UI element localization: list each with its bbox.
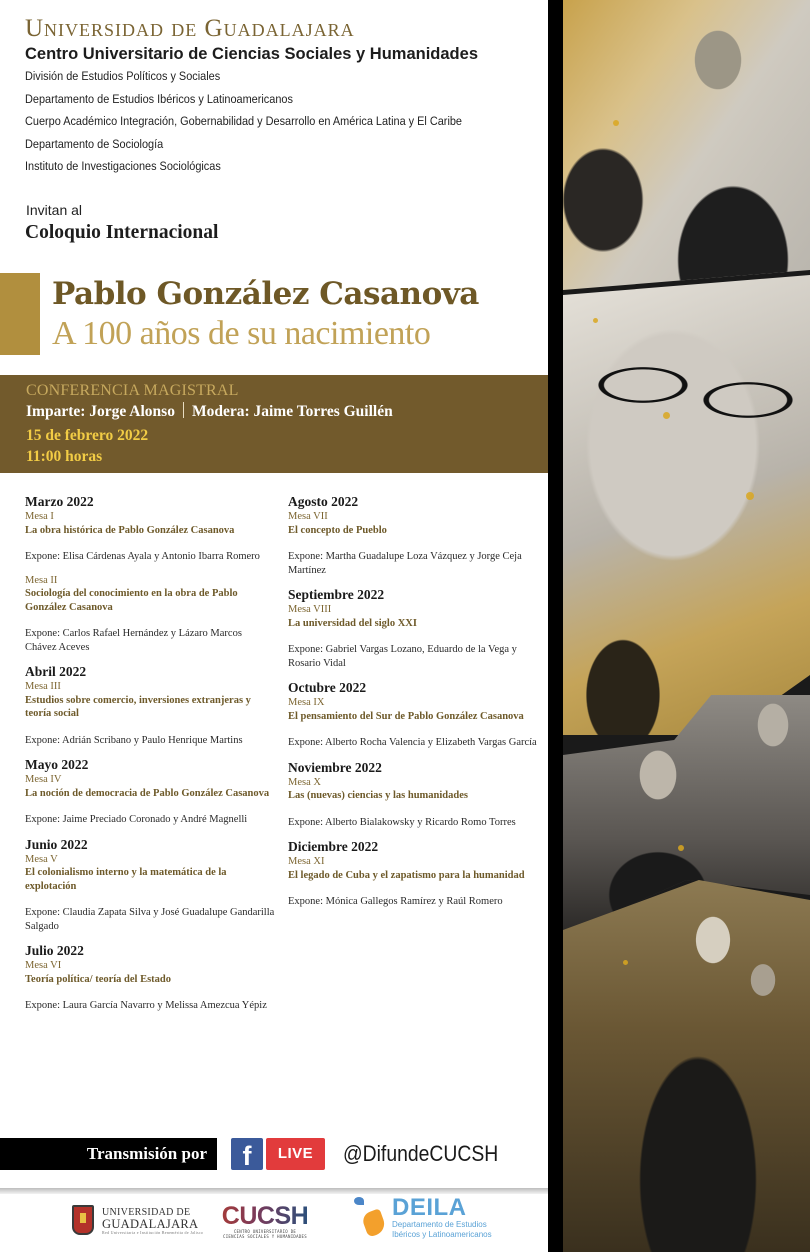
panel-number: Mesa VIII [288, 604, 332, 615]
schedule-month [288, 587, 538, 670]
schedule-column-left [25, 494, 275, 1023]
month-title: Noviembre 2022 [288, 759, 382, 775]
panel-speakers: Expone: Claudia Zapata Silva y José Guadalupe Gandarilla Salgado [25, 907, 275, 932]
panel-title: La noción de democracia de Pablo González Casanova [25, 787, 270, 799]
keynote-label: CONFERENCIA MAGISTRAL [26, 382, 239, 399]
invite-text: Invitan al [26, 202, 83, 218]
panel-speakers: Expone: Gabriel Vargas Lozano, Eduardo de la Vega y Rosario Vidal [288, 644, 517, 669]
sponsor-logos [0, 1195, 548, 1252]
month-title: Septiembre 2022 [288, 587, 385, 602]
panel-title: El legado de Cuba y el zapatismo para la humanidad [288, 869, 525, 881]
panel-title: Sociología del conocimiento en la obra de Pablo González Casanova [25, 588, 238, 613]
department-line: Cuerpo Académico Integración, Gobernabilidad y Desarrollo en América Latina y El Caribe [25, 114, 463, 128]
panel-session [288, 696, 538, 750]
udg-logo-line1: UNIVERSIDAD DE [102, 1207, 191, 1218]
stream-label: Transmisión por [86, 1144, 207, 1163]
gold-accent-block [0, 273, 40, 355]
panel-number: Mesa VII [288, 511, 328, 522]
keynote-moderator: Modera: Jaime Torres Guillén [191, 403, 393, 420]
department-line: Departamento de Estudios Ibéricos y Latinoamericanos [25, 91, 293, 106]
keynote-speaker: Imparte: Jorge Alonso [26, 403, 175, 420]
keynote-speakers [26, 401, 548, 423]
photo-waving-elder [563, 0, 810, 290]
panel-number: Mesa X [288, 776, 321, 788]
photo-toast [563, 880, 810, 1252]
gold-fleck [678, 845, 684, 851]
center-name: Centro Universitario de Ciencias Sociales y Humanidades [25, 45, 478, 63]
panel-title: El concepto de Pueblo [288, 524, 387, 536]
month-title: Diciembre 2022 [288, 839, 379, 854]
facebook-icon[interactable]: f [231, 1138, 263, 1170]
panel-session [288, 776, 538, 830]
panel-speakers: Expone: Martha Guadalupe Loza Vázquez y Jorge Ceja Martínez [288, 551, 522, 576]
panel-speakers: Expone: Alberto Bialakowsky y Ricardo Romo Torres [288, 816, 516, 828]
panel-speakers: Expone: Elisa Cárdenas Ayala y Antonio Ibarra Romero [25, 551, 260, 562]
month-title: Junio 2022 [25, 836, 88, 852]
panel-session [25, 959, 275, 1013]
panel-speakers: Expone: Alberto Rocha Valencia y Elizabeth Vargas García [288, 737, 537, 748]
panel-session [25, 510, 275, 564]
deila-logo-sub2: Ibéricos y Latinoamericanos [392, 1229, 492, 1239]
panel-speakers: Expone: Adrián Scribano y Paulo Henrique Martins [25, 734, 243, 746]
stream-label-box [0, 1138, 217, 1170]
keynote-time: 11:00 horas [26, 448, 103, 465]
month-title: Agosto 2022 [288, 494, 359, 509]
schedule-month [25, 943, 275, 1013]
panel-session [288, 510, 538, 577]
schedule-month [25, 494, 275, 654]
gold-fleck [613, 120, 619, 126]
cucsh-logo-sub1: CENTRO UNIVERSITARIO DE [233, 1229, 297, 1234]
streaming-info [0, 1138, 548, 1170]
panel-number: Mesa III [25, 681, 61, 692]
schedule-month [288, 839, 538, 909]
university-name: Universidad de Guadalajara [25, 15, 355, 42]
deila-logo [352, 1195, 492, 1245]
panel-session [25, 773, 275, 827]
udg-logo-line2: GUADALAJARA [102, 1217, 199, 1231]
panel-speakers: Expone: Carlos Rafael Hernández y Lázaro Marcos Chávez Aceves [25, 628, 242, 653]
gold-fleck [593, 318, 598, 323]
month-title: Mayo 2022 [25, 757, 89, 772]
panel-number: Mesa IV [25, 774, 62, 785]
month-title: Octubre 2022 [288, 680, 367, 695]
separator [183, 402, 184, 418]
photo-collage [563, 0, 810, 1252]
schedule-month [25, 757, 275, 827]
panel-number: Mesa II [25, 574, 58, 586]
panel-number: Mesa VI [25, 960, 62, 971]
schedule-month [288, 680, 538, 750]
invitation [26, 200, 218, 246]
keynote-band [0, 375, 548, 473]
bird-icon [354, 1197, 364, 1205]
panel-speakers: Expone: Laura García Navarro y Melissa Amezcua Yépiz [25, 1000, 267, 1011]
panel-speakers: Expone: Jaime Preciado Coronado y André Magnelli [25, 814, 248, 825]
udg-crest-icon [72, 1205, 94, 1235]
panel-session [288, 855, 538, 909]
cucsh-logo [215, 1203, 315, 1239]
gold-fleck [746, 492, 754, 500]
live-badge[interactable]: LIVE [266, 1138, 325, 1170]
schedule-month [288, 760, 538, 830]
black-divider-bar [548, 0, 563, 1252]
panel-title: La universidad del siglo XXI [288, 617, 417, 629]
panel-title: Las (nuevas) ciencias y las humanidades [288, 790, 468, 801]
honoree-name: Pablo González Casanova [52, 276, 479, 312]
department-line: Instituto de Investigaciones Sociológicas [25, 159, 221, 173]
cucsh-logo-text: CUCSH [221, 1202, 309, 1230]
month-title: Julio 2022 [25, 943, 84, 958]
department-line: División de Estudios Políticos y Sociales [25, 69, 221, 83]
event-type: Coloquio Internacional [25, 222, 219, 243]
cucsh-logo-sub2: CIENCIAS SOCIALES Y HUMANIDADES [223, 1234, 307, 1239]
panel-number: Mesa I [25, 511, 54, 522]
panel-session [25, 574, 275, 655]
panel-title: El pensamiento del Sur de Pablo González Casanova [288, 710, 524, 722]
institution-header [25, 14, 522, 178]
social-handle[interactable]: @DifundeCUCSH [343, 1141, 499, 1166]
panel-title: Teoría política/ teoría del Estado [25, 973, 172, 985]
schedule-month [288, 494, 538, 577]
photo-portrait-glasses [563, 275, 810, 735]
gold-fleck [663, 412, 670, 419]
department-line: Departamento de Sociología [25, 136, 164, 151]
deila-logo-text: DEILA [392, 1194, 467, 1221]
gold-fleck [623, 960, 628, 965]
udg-logo-tagline: Red Universitaria e Institución Benemérita de Jalisco [102, 1230, 204, 1235]
panel-title: La obra histórica de Pablo González Casanova [25, 524, 235, 536]
deila-logo-sub1: Departamento de Estudios [392, 1220, 487, 1229]
hand-icon [360, 1208, 387, 1237]
schedule-month [25, 837, 275, 934]
month-title: Abril 2022 [25, 664, 87, 679]
panel-title: Estudios sobre comercio, inversiones extranjeras y teoría social [25, 694, 251, 719]
schedule-month [25, 664, 275, 747]
month-title: Marzo 2022 [25, 494, 94, 509]
schedule-column-right [288, 494, 538, 919]
title-subtitle: A 100 años de su nacimiento [52, 315, 431, 352]
panel-number: Mesa IX [288, 697, 325, 708]
panel-title: El colonialismo interno y la matemática de la explotación [25, 867, 227, 892]
panel-session [25, 680, 275, 747]
panel-session [25, 853, 275, 934]
panel-speakers: Expone: Mónica Gallegos Ramírez y Raúl Romero [288, 896, 503, 907]
panel-number: Mesa V [25, 853, 58, 865]
panel-number: Mesa XI [288, 856, 325, 867]
panel-session [288, 603, 538, 670]
keynote-date: 15 de febrero 2022 [26, 427, 149, 444]
main-title [52, 273, 479, 353]
